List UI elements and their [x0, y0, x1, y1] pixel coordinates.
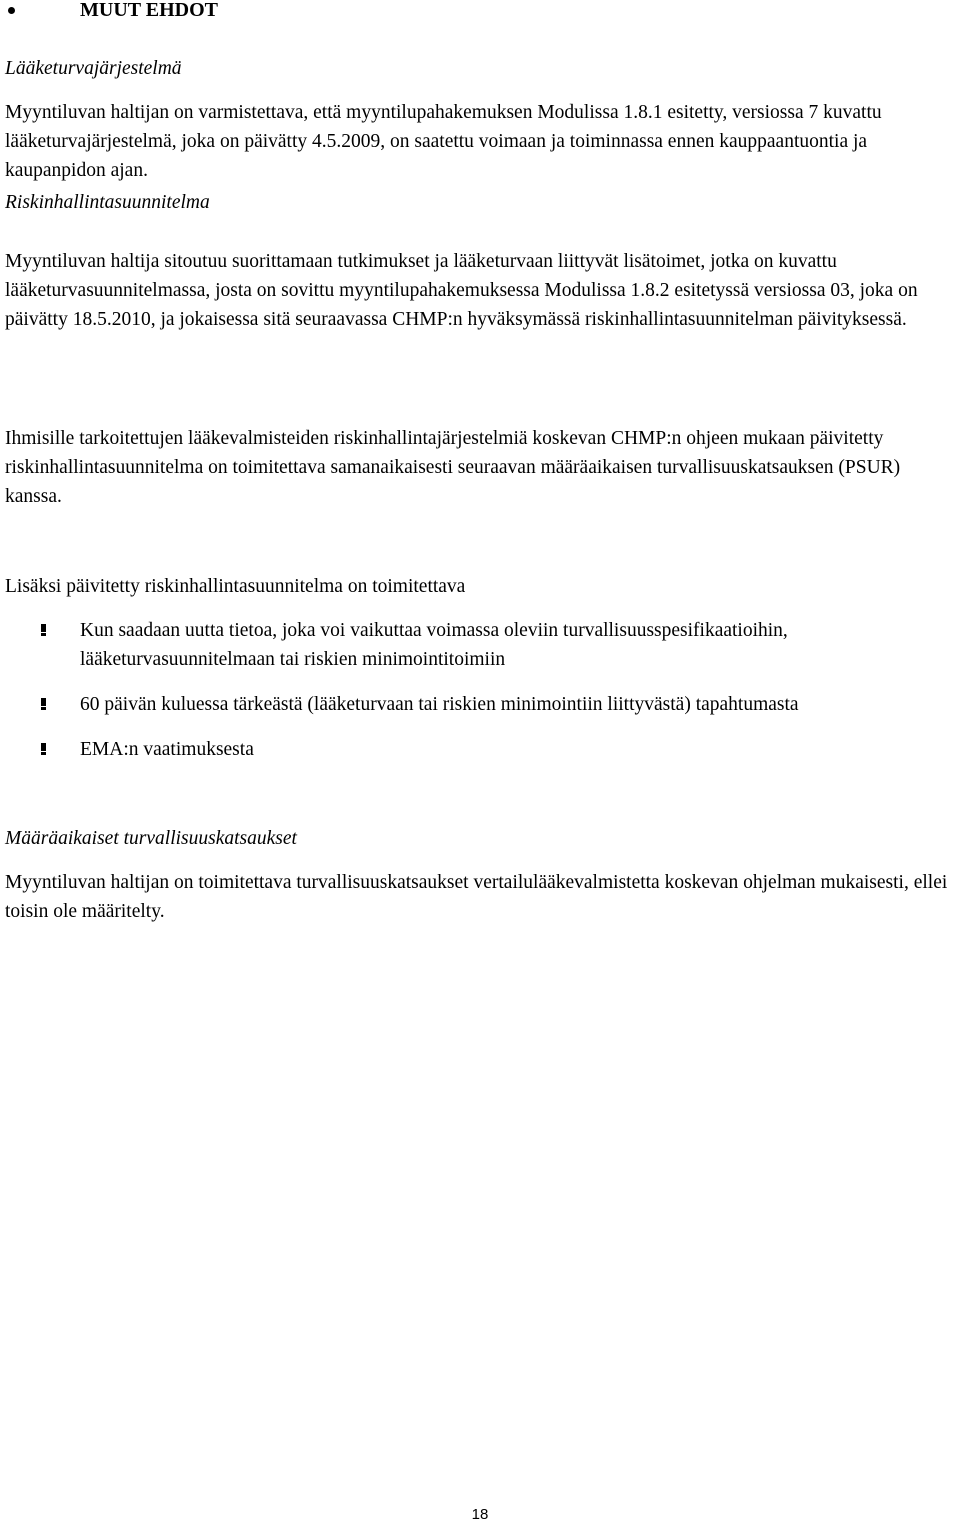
list-item-text: 60 päivän kuluessa tärkeästä (lääketurvaan tai riskien minimointiin liittyvästä) tapahtumasta [80, 694, 799, 715]
subtitle-laaketurvajarjestelma: Lääketurvajärjestelmä [5, 58, 182, 79]
paragraph-psur: Ihmisille tarkoitettujen lääkevalmisteiden riskinhallintajärjestelmiä koskevan CHMP:n ohjeen mukaan päivitetty riskinhallintasuunnitelma on toimitettava samanaikaisesti seuraavan määräaikaisen turvallisuuskatsauksen (PSUR) kanssa. [5, 428, 901, 507]
paragraph-riskinhallintasuunnitelma: Myyntiluvan haltija sitoutuu suorittamaan tutkimukset ja lääketurvaan liittyvät lisätoimet, jotka on kuvattu lääketurvasuunnitelmassa, josta on sovittu myyntilupahakemuksessa Modulissa 1.8.2 esitetyssä versiossa 03, joka on päivätty 18.5.2010, ja jokaisessa sitä seuraavassa CHMP:n hyväksymässä riskinhallintasuunnitelman päivityksessä. [5, 251, 918, 330]
square-bullet-icon [40, 624, 47, 635]
paragraph-maaraaikaiset: Myyntiluvan haltijan on toimitettava turvallisuuskatsaukset vertailulääkevalmistetta koskevan ohjelman mukaisesti, ellei toisin ole määritelty. [5, 872, 948, 922]
round-bullet-icon [8, 7, 15, 14]
heading-title: MUUT EHDOT [80, 0, 218, 21]
list-item-text: Kun saadaan uutta tietoa, joka voi vaikuttaa voimassa oleviin turvallisuusspesifikaatioihin, lääketurvasuunnitelmaan tai riskien minimointitoimiin [80, 620, 788, 670]
list-item-text: EMA:n vaatimuksesta [80, 739, 254, 760]
page-number: 18 [471, 1506, 489, 1523]
square-bullet-icon [40, 743, 47, 754]
paragraph-lisaksi: Lisäksi päivitetty riskinhallintasuunnitelma on toimitettava [5, 576, 466, 597]
subtitle-riskinhallintasuunnitelma: Riskinhallintasuunnitelma [5, 192, 210, 213]
square-bullet-icon [40, 698, 47, 709]
paragraph-laaketurvajarjestelma: Myyntiluvan haltijan on varmistettava, että myyntilupahakemuksen Modulissa 1.8.1 esitetty, versiossa 7 kuvattu lääketurvajärjestelmä, joka on päivätty 4.5.2009, on saatettu voimaan ja toiminnassa ennen kauppaantuontia ja kaupanpidon ajan. [5, 102, 882, 181]
section-heading [0, 0, 600, 25]
subtitle-maaraaikaiset: Määräaikaiset turvallisuuskatsaukset [5, 828, 297, 849]
